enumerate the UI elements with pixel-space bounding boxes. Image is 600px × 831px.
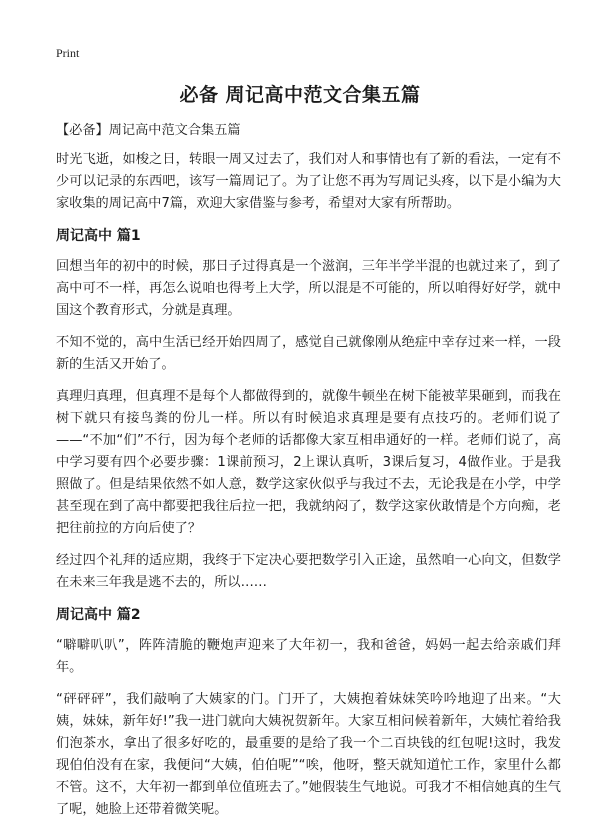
document-body	[56, 120, 561, 831]
paragraph: 经过四个礼拜的适应期，我终于下定决心要把数学引入正途，虽然咱一心向文，但数学在未来三年我是逃不去的，所以……	[56, 553, 561, 590]
lead-line: 【必备】周记高中范文合集五篇	[56, 123, 241, 138]
paragraph: “噼噼叭叭”，阵阵清脆的鞭炮声迎来了大年初一，我和爸爸，妈妈一起去给亲戚们拜年。	[56, 638, 561, 675]
section-heading: 周记高中 篇2	[56, 607, 141, 623]
paragraph: 真理归真理，但真理不是每个人都做得到的，就像牛顿坐在树下能被苹果砸到，而我在树下就只有接鸟粪的份儿一样。所以有时候追求真理是要有点技巧的。老师们说了——“不加“们”不行，因为每个老师的话都像大家互相串通好的一样。老师们说了，高中学习要有四个必要步骤：1课前预习，2上课认真听，3课后复习，4做作业。于是我照做了。但是结果依然不如人意，数学这家伙似乎与我过不去，无论我是在小学，中学甚至现在到了高中都要把我往后拉一把，我就纳闷了，数学这家伙敢情是个方向痴，老把往前拉的方向后使了？	[56, 389, 561, 536]
print-label: Print	[56, 46, 80, 60]
paragraph: 回想当年的初中的时候，那日子过得真是一个滋润，三年半学半混的也就过来了，到了高中可不一样，再怎么说咱也得考上大学，所以混是不可能的，所以咱得好好学，就中国这个教育形式，分就是真理。	[56, 259, 561, 318]
intro-paragraph: 时光飞逝，如梭之日，转眼一周又过去了，我们对人和事情也有了新的看法，一定有不少可以记录的东西吧，该写一篇周记了。为了让您不再为写周记头疼，以下是小编为大家收集的周记高中7篇，欢迎大家借鉴与参考，希望对大家有所帮助。	[56, 152, 561, 211]
paragraph: “砰砰砰”，我们敲响了大姨家的门。门开了，大姨抱着妹妹笑吟吟地迎了出来。“大姨，妹妹，新年好!”我一进门就向大姨祝贺新年。大家互相问候着新年，大姨忙着给我们泡茶水，拿出了很多好吃的，最重要的是给了我一个二百块钱的红包呢!这时，我发现伯伯没有在家，我便问“大姨，伯伯呢”“唉，他呀，整天就知道忙工作，家里什么都不管。这不，大年初一都到单位值班去了。”她假装生气地说。可我才不相信她真的生气了呢，她脸上还带着微笑呢。	[56, 692, 561, 817]
document-title: 必备 周记高中范文合集五篇	[179, 84, 421, 106]
paragraph: 不知不觉的，高中生活已经开始四周了，感觉自己就像刚从绝症中幸存过来一样，一段新的生活又开始了。	[56, 335, 561, 372]
section-heading: 周记高中 篇1	[56, 228, 141, 244]
